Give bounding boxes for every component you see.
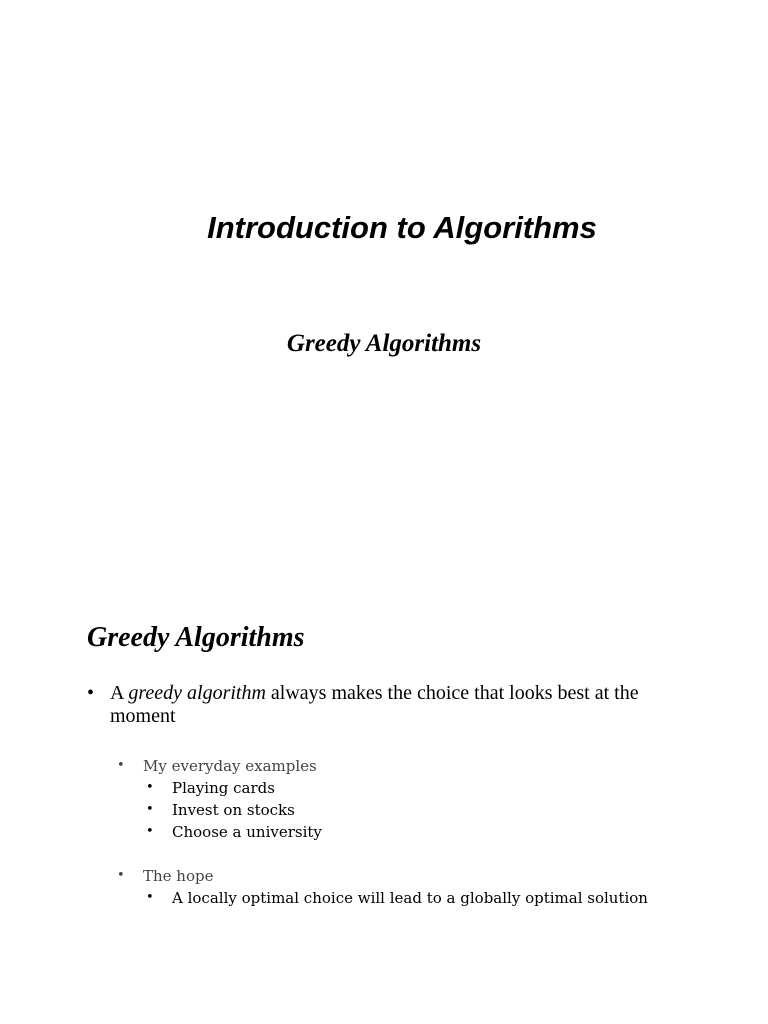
deck-subtitle: Greedy Algorithms: [286, 330, 482, 357]
bullet-icon: •: [146, 890, 154, 905]
deck-title: Introduction to Algorithms: [207, 210, 597, 245]
slide-title: Greedy Algorithms: [87, 622, 305, 653]
list-item-text: Choose a university: [172, 823, 322, 841]
hope-heading: [117, 865, 648, 887]
main-bullet-prefix: A: [110, 682, 129, 704]
hope-heading-text: The hope: [143, 867, 214, 885]
examples-list: [117, 777, 322, 843]
bullet-icon: •: [117, 758, 125, 773]
examples-heading: [117, 755, 322, 777]
bullet-icon: •: [146, 780, 154, 795]
list-item-text: Invest on stocks: [172, 801, 295, 819]
bullet-icon: •: [146, 802, 154, 817]
content-slide: [0, 512, 768, 1024]
main-bullet: [87, 682, 667, 728]
list-item: [146, 887, 648, 909]
hope-section: [117, 865, 648, 909]
bullet-icon: •: [117, 868, 125, 883]
bullet-icon: •: [146, 824, 154, 839]
main-bullet-suffix: always makes the choice that looks best at the moment: [110, 682, 639, 727]
list-item-text: Playing cards: [172, 779, 275, 797]
list-item: [146, 821, 322, 843]
examples-section: [117, 755, 322, 843]
list-item: [146, 799, 322, 821]
main-bullet-emphasis: greedy algorithm: [128, 682, 266, 704]
list-item: [146, 777, 322, 799]
list-item-text: A locally optimal choice will lead to a globally optimal solution: [172, 889, 648, 907]
bullet-icon: •: [87, 682, 95, 704]
hope-list: [117, 887, 648, 909]
main-bullet-text: [87, 682, 667, 728]
examples-heading-text: My everyday examples: [143, 757, 317, 775]
